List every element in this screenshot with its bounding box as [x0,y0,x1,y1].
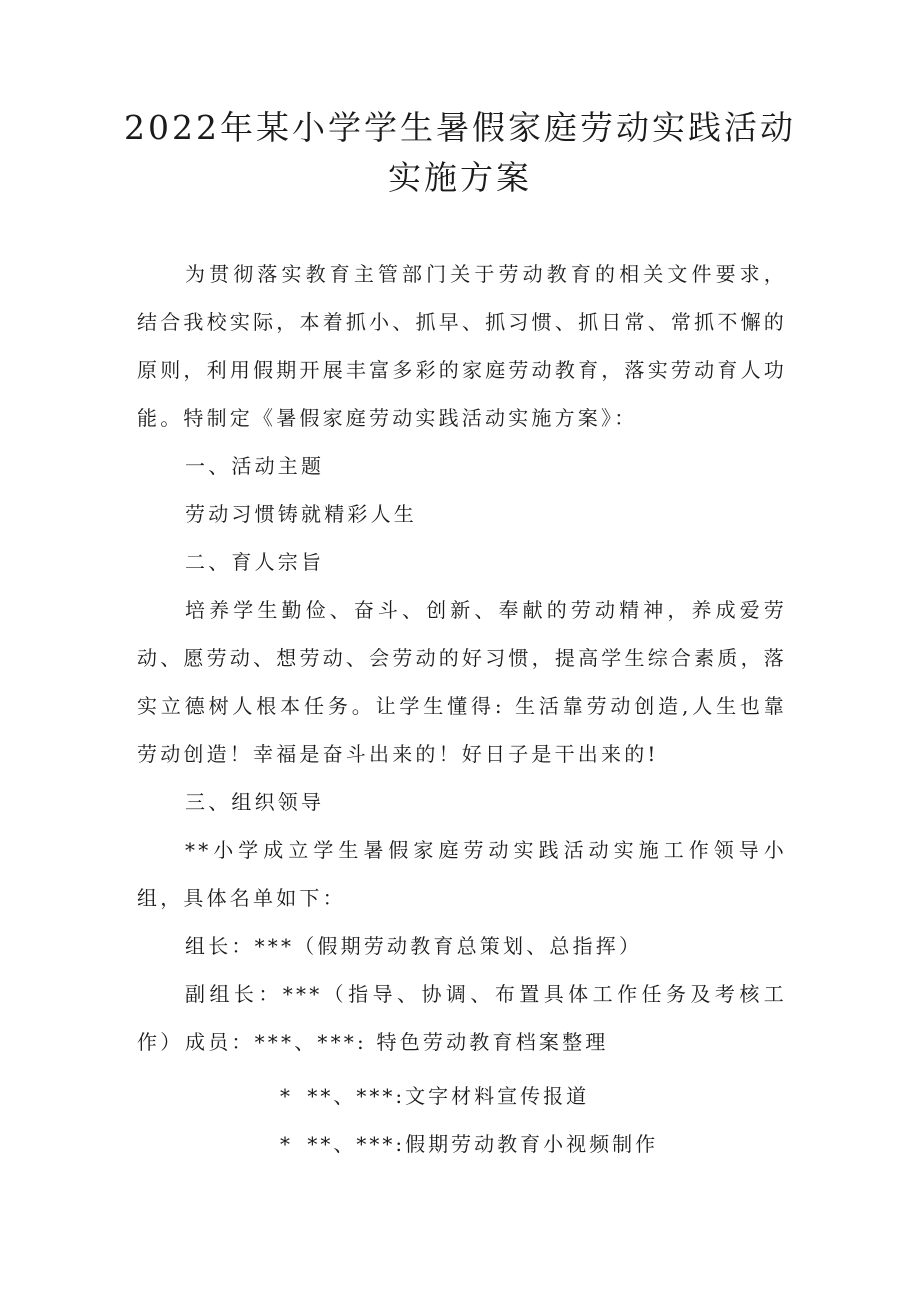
section-3-text: **小学成立学生暑假家庭劳动实践活动实施工作领导小组，具体名单如下： [137,838,787,910]
section-3-heading: 三、组织领导 [185,790,325,814]
section-1-text: 劳动习惯铸就精彩人生 [185,502,417,526]
members-line: 成员：***、***: 特色劳动教育档案整理 [185,1030,609,1054]
leader-line: 组长：***（假期劳动教育总策划、总指挥） [185,934,643,958]
intro-paragraph: 为贯彻落实教育主管部门关于劳动教育的相关文件要求，结合我校实际，本着抓小、抓早、抓习惯、抓日常、常抓不懈的原则，利用假期开展丰富多彩的家庭劳动教育，落实劳动育人功能。特制定《暑假家庭劳动实践活动实施方案》： [137,262,787,430]
section-2-text: 培养学生勤俭、奋斗、创新、奉献的劳动精神，养成爱劳动、愿劳动、想劳动、会劳动的好习惯，提高学生综合素质，落实立德树人根本任务。让学生懂得: 生活靠劳动创造,人生也靠劳动创造！幸福是奋斗出来的！好日子是干出来的! [137,598,787,766]
member-line-3-star: * [280,1132,298,1156]
member-line-2 [280,1078,589,1114]
member-line-2-text: **、***:文字材料宣传报道 [307,1084,590,1108]
deputy-leader-line: 副组长：***（指导、协调、布置具体工作任务及考核工作） [137,982,787,1054]
section-2-heading: 二、育人宗旨 [185,550,325,574]
document-title-line-2: 实施方案 [388,158,532,197]
section-1-heading: 一、活动主题 [185,454,325,478]
member-line-3-text: **、***:假期劳动教育小视频制作 [307,1132,659,1156]
member-line-2-star: * [280,1084,298,1108]
member-line-3 [280,1126,658,1162]
document-title-line-1: 2022年某小学学生暑假家庭劳动实践活动 [124,108,796,147]
